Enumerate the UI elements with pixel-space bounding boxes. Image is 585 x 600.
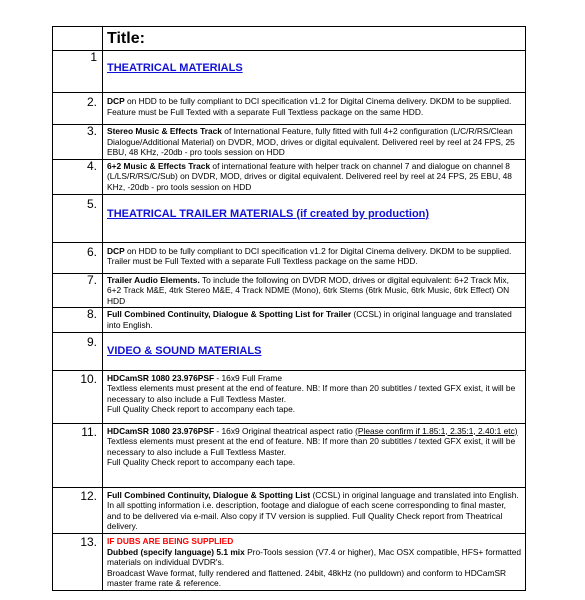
item-label: Full Combined Continuity, Dialogue & Spotting List xyxy=(107,489,311,500)
table-row xyxy=(53,194,526,242)
section-heading-video-sound: VIDEO & SOUND MATERIALS xyxy=(107,344,262,357)
item-label: HDCamSR 1080 23.976PSF xyxy=(107,372,215,383)
section-heading-theatrical-materials: THEATRICAL MATERIALS xyxy=(107,62,243,74)
item-note: Textless elements must present at the end of feature. NB: If more than 20 subtitles / texted GFX exist, it will be necessary to also include a Full Textless Master. xyxy=(107,436,516,457)
row-number: 4. xyxy=(53,159,103,194)
item-description: To include the following on DVDR MOD, drives or digital equivalent: 6+2 Track Mix, 6+2 Track M&E, 4trk Stereo M&E, 4 Track NDME (Mono), 6trk Stems (6trk Music, 6trk Music, 6trk Effect) ON HDD xyxy=(107,274,510,306)
item-description: (CCSL) in original language and translated into English. xyxy=(107,309,512,330)
document-title: Title: xyxy=(107,30,145,47)
title-row-number-cell xyxy=(53,27,103,51)
dubs-warning: IF DUBS ARE BEING SUPPLIED xyxy=(107,535,234,546)
item-description: of international feature with helper track on channel 7 and dialogue on channel 8 (L/LS/R/RS/C/Sub) on DVDR, MOD, drives or digital equivalent. Delivered reel by reel at 24 FPS, 25 EBU, 48 KHz, -20db - pro tools session on HDD xyxy=(107,160,512,192)
row-number: 1 xyxy=(53,51,103,93)
item-note: Broadcast Wave format, fully rendered and flattened. 24bit, 48kHz (no pulldown) and conform to HDCamSR master frame rate & reference. xyxy=(107,567,507,589)
table-row xyxy=(53,533,526,590)
item-note: Full Quality Check report to accompany each tape. xyxy=(107,457,296,468)
row-number: 10. xyxy=(53,370,103,423)
row-number: 5. xyxy=(53,194,103,242)
item-label: DCP xyxy=(107,245,125,256)
item-description: - 16x9 Full Frame xyxy=(214,372,283,383)
row-number: 11. xyxy=(53,423,103,487)
row-number: 6. xyxy=(53,242,103,273)
section-heading-trailer-materials: THEATRICAL TRAILER MATERIALS (if created by production) xyxy=(107,207,430,220)
row-number: 3. xyxy=(53,125,103,160)
table-row xyxy=(53,308,526,332)
item-description: - 16x9 Original theatrical aspect ratio xyxy=(214,425,356,436)
table-row xyxy=(53,487,526,533)
item-description: on HDD to be fully compliant to DCI specification v1.2 for Digital Cinema delivery. DKDM to be supplied. Trailer must be Full Texted with a separate Full Textless package on the same HDD. xyxy=(107,245,512,267)
table-row xyxy=(53,423,526,487)
table-row xyxy=(53,51,526,93)
item-label: DCP xyxy=(107,96,125,106)
row-number: 13. xyxy=(53,533,103,590)
row-number: 9. xyxy=(53,332,103,370)
item-description: (CCSL) in original language and translated into English. In all spotting information i.e. description, footage and dialogue of each scene corresponding to final master, and to be delivered via e-mail. Also copy if TV version is supplied. Full Quality Check report from Theatrical delivery. xyxy=(107,489,519,532)
row-number: 8. xyxy=(53,308,103,332)
table-row xyxy=(53,332,526,370)
item-label: Dubbed (specify language) 5.1 mix xyxy=(107,546,245,557)
item-label: 6+2 Music & Effects Track xyxy=(107,160,211,171)
item-label: Trailer Audio Elements. xyxy=(107,274,200,285)
title-cell xyxy=(103,27,526,51)
item-label: Stereo Music & Effects Track xyxy=(107,126,222,136)
item-label: Full Combined Continuity, Dialogue & Spotting List for Trailer xyxy=(107,309,352,320)
table-row xyxy=(53,242,526,273)
table-row xyxy=(53,273,526,308)
item-note: Full Quality Check report to accompany each tape. xyxy=(107,404,296,415)
row-number: 7. xyxy=(53,273,103,308)
title-row xyxy=(53,27,526,51)
delivery-schedule-table xyxy=(52,26,526,591)
item-description: of International Feature, fully fitted with full 4+2 configuration (L/C/R/RS/Clean Dialogue/Additional Material) on DVDR, MOD, drives or digital equivalent. Delivered reel by reel at 24 FPS, 25 EBU, 48 KHz, -20db - pro tools session on HDD xyxy=(107,126,515,158)
row-number: 2. xyxy=(53,93,103,125)
item-note: Textless elements must present at the end of feature. NB: If more than 20 subtitles / texted GFX exist, it will be necessary to also include a Full Textless Master. xyxy=(107,383,516,404)
item-description: on HDD to be fully compliant to DCI specification v1.2 for Digital Cinema delivery. DKDM to be supplied. Feature must be Full Texted with a separate Full Textless package on the same HDD. xyxy=(107,96,512,117)
table-row xyxy=(53,159,526,194)
aspect-ratio-note: (Please confirm if 1.85:1, 2.35:1, 2.40:1 etc) xyxy=(355,425,518,436)
row-number: 12. xyxy=(53,487,103,533)
item-description: Pro-Tools session (V7.4 or higher), Mac OSX compatible, HFS+ formatted materials on individual DVDR's. xyxy=(107,546,522,568)
table-row xyxy=(53,93,526,125)
table-row xyxy=(53,125,526,160)
table-row xyxy=(53,370,526,423)
item-label: HDCamSR 1080 23.976PSF xyxy=(107,425,215,436)
